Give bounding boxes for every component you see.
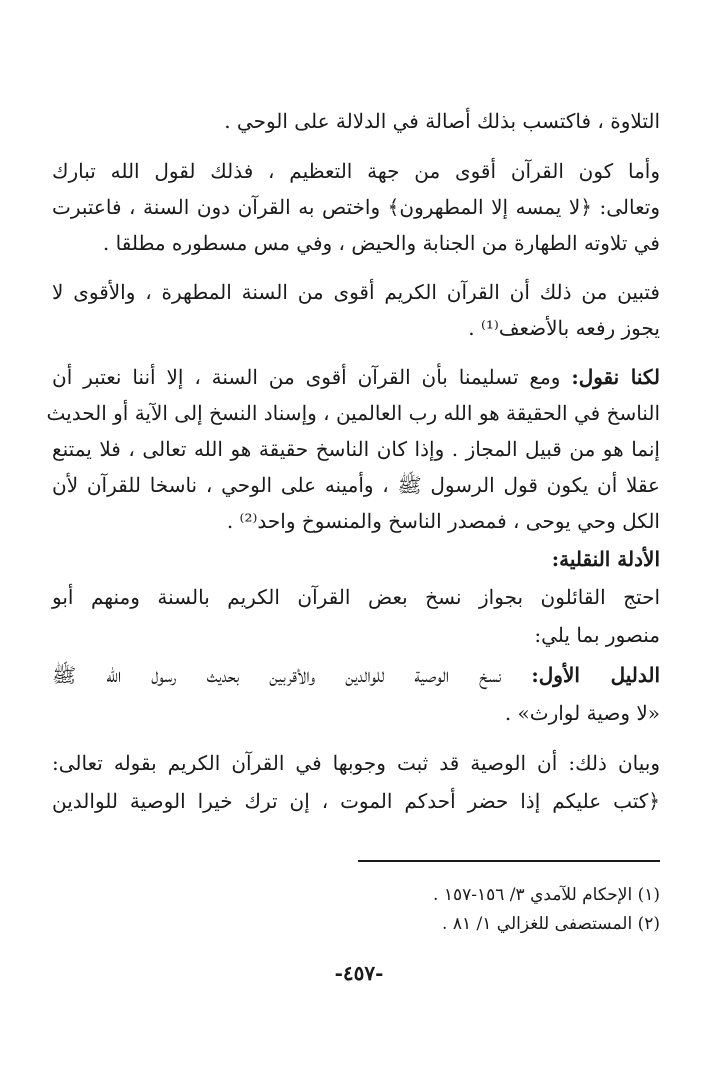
- section-heading: الأدلة النقلية:: [551, 547, 660, 571]
- paragraph-5-line-2: منصور بما يلي:: [534, 623, 660, 647]
- paragraph-6-line-1: [52, 660, 660, 690]
- paragraph-4-lead: لكنا نقول:: [571, 365, 660, 389]
- paragraph-6-line-1-text: نسخ الوصية للوالدين والأقربين بحديث رسول الله ﷺ: [52, 663, 532, 687]
- paragraph-4-line-1: [52, 362, 660, 392]
- paragraph-4-line-2: الناسخ في الحقيقة هو الله رب العالمين ، وإسناد النسخ إلى الآية أو الحديث: [46, 401, 660, 425]
- footnote-2: (٢) المستصفى للغزالي ١/ ٨١ .: [442, 914, 660, 934]
- paragraph-4-line-3: إنما هو من قبيل المجاز . وإذا كان الناسخ حقيقة هو الله تعالى ، فلا يمتنع: [52, 437, 660, 461]
- paragraph-6-lead: الدليل الأول:: [531, 663, 660, 687]
- paragraph-2-line-1: وأما كون القرآن أقوى من جهة التعظيم ، فذلك لقول الله تبارك: [52, 159, 660, 183]
- paragraph-2-line-2: وتعالى: ﴿لا يمسه إلا المطهرون﴾ واختص به القرآن دون السنة ، فاعتبرت: [52, 195, 660, 219]
- footnote-1: (١) الإحكام للآمدي ٣/ ١٥٦-١٥٧ .: [433, 885, 660, 905]
- paragraph-3-line-1: فتبين من ذلك أن القرآن الكريم أقوى من السنة المطهرة ، والأقوى لا: [52, 280, 660, 304]
- footnote-divider: [358, 860, 660, 862]
- paragraph-4-line-1-text: ومع تسليمنا بأن القرآن أقوى من السنة ، إلا أننا نعتبر أن: [52, 365, 572, 389]
- paragraph-4-line-4: عقلا أن يكون قول الرسول ﷺ ، وأمينه على الوحي ، ناسخا للقرآن لأن: [52, 473, 660, 497]
- paragraph-3-line-2: يجوز رفعه بالأضعف⁽¹⁾ .: [468, 316, 660, 340]
- page-number: -٤٥٧-: [334, 961, 384, 985]
- paragraph-7-line-2: ﴿كتب عليكم إذا حضر أحدكم الموت ، إن ترك خيرا الوصية للوالدين: [52, 789, 660, 813]
- paragraph-2-line-3: في تلاوته الطهارة من الجنابة والحيض ، وفي مس مسطوره مطلقا .: [102, 231, 660, 255]
- paragraph-7-line-1: وبيان ذلك: أن الوصية قد ثبت وجوبها في القرآن الكريم بقوله تعالى:: [52, 751, 660, 775]
- paragraph-6-line-2: «لا وصية لوارث» .: [504, 701, 660, 725]
- paragraph-5-line-1: احتج القائلون بجواز نسخ بعض القرآن الكريم بالسنة ومنهم أبو: [52, 585, 660, 609]
- paragraph-1-line-1: التلاوة ، فاكتسب بذلك أصالة في الدلالة على الوحي .: [224, 109, 660, 133]
- paragraph-4-line-5: الكل وحي يوحى ، فمصدر الناسخ والمنسوخ واحد⁽²⁾ .: [226, 509, 660, 533]
